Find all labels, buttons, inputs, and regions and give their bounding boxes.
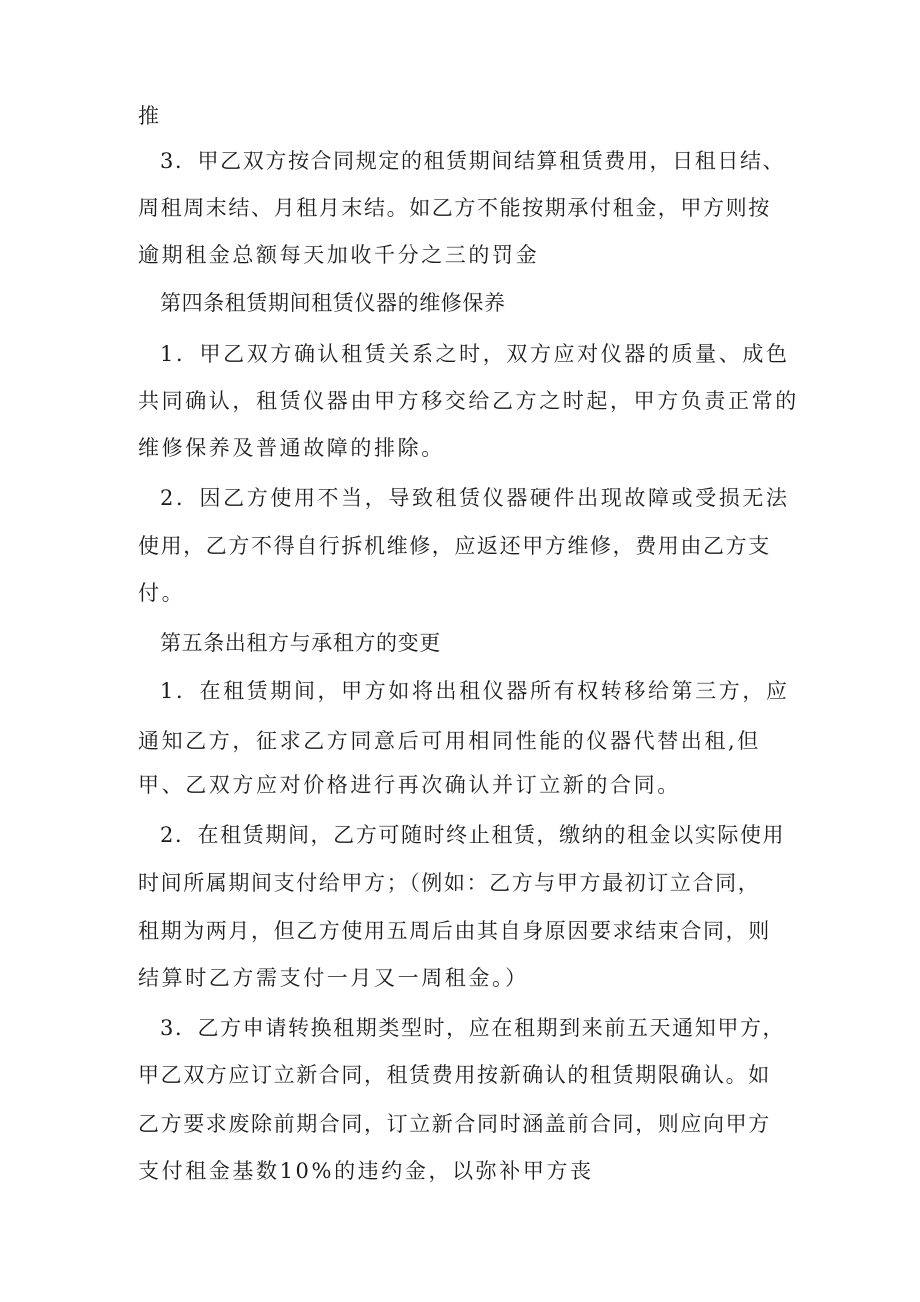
paragraph-line: 时间所属期间支付给甲方；（例如：乙方与甲方最初订立合同， <box>138 871 761 895</box>
paragraph-line: 逾期租金总额每天加收千分之三的罚金 <box>138 243 540 267</box>
paragraph-line: 乙方要求废除前期合同，订立新合同时涵盖前合同，则应向甲方 <box>138 1112 771 1136</box>
paragraph-line: 推 <box>138 104 162 128</box>
article-4-heading: 第四条租赁期间租赁仪器的维修保养 <box>160 291 506 315</box>
paragraph-line: 周租周末结、月租月末结。如乙方不能按期承付租金，甲方则按 <box>138 196 771 220</box>
paragraph-line: 维修保养及普通故障的排除。 <box>138 436 445 460</box>
paragraph-line: 共同确认，租赁仪器由甲方移交给乙方之时起，甲方负责正常的 <box>138 389 799 413</box>
clause-1-item: 1．甲乙双方确认租赁关系之时，双方应对仪器的质量、成色 <box>160 342 790 366</box>
paragraph-line: 结算时乙方需支付一月又一周租金。） <box>138 966 529 990</box>
clause-3-item: 3．甲乙双方按合同规定的租赁期间结算租赁费用，日租日结、 <box>160 149 786 173</box>
clause-2-item: 2．因乙方使用不当，导致租赁仪器硬件出现故障或受损无法 <box>160 486 790 510</box>
clause-1-item: 1．在租赁期间，甲方如将出租仪器所有权转移给第三方，应 <box>160 679 790 703</box>
article-5-heading: 第五条出租方与承租方的变更 <box>160 631 441 655</box>
paragraph-line: 租期为两月，但乙方使用五周后由其自身原因要求结束合同，则 <box>138 919 771 943</box>
paragraph-line: 甲、乙双方应对价格进行再次确认并订立新的合同。 <box>138 773 681 797</box>
clause-2-item: 2．在租赁期间，乙方可随时终止租赁，缴纳的租金以实际使用 <box>160 823 786 847</box>
clause-3-item: 3．乙方申请转换租期类型时，应在租期到来前五天通知甲方， <box>160 1016 786 1040</box>
paragraph-line: 甲乙双方应订立新合同，租赁费用按新确认的租赁期限确认。如 <box>138 1063 771 1087</box>
paragraph-line: 通知乙方，征求乙方同意后可用相同性能的仪器代替出租,但 <box>138 729 761 753</box>
paragraph-line: 付。 <box>138 581 186 605</box>
paragraph-line: 支付租金基数10%的违约金，以弥补甲方丧 <box>138 1159 594 1183</box>
paragraph-line: 使用，乙方不得自行拆机维修，应返还甲方维修，费用由乙方支 <box>138 534 771 558</box>
